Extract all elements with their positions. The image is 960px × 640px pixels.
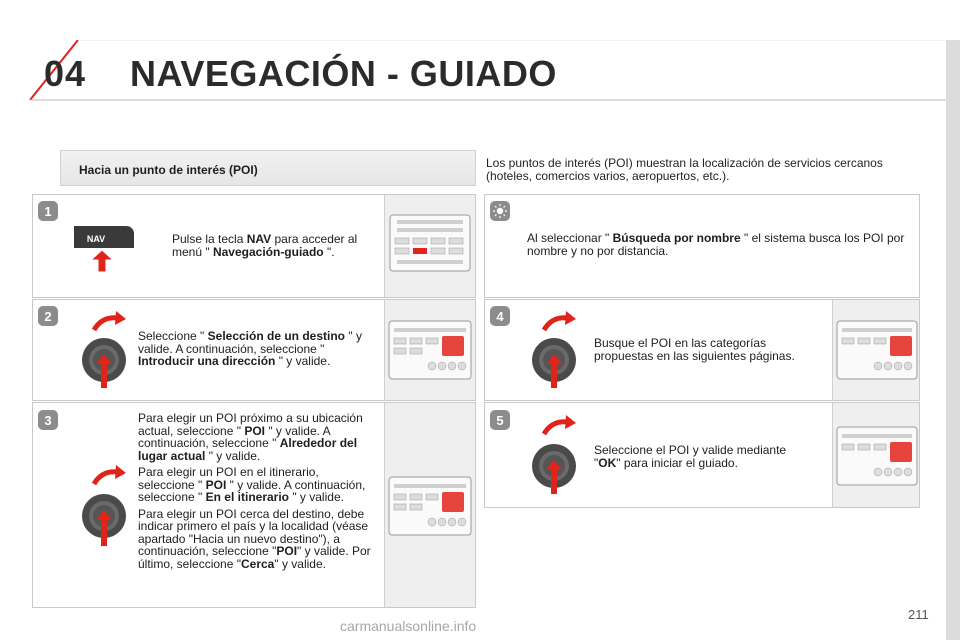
text-run: Para elegir un POI próximo a su ubicación actual, seleccione " [138,411,363,438]
step-1-number: 1 [44,204,52,219]
emphasis-text: Navegación-guiado [212,244,324,259]
text-run: " y valide. [289,490,344,504]
text-run: Para elegir un POI en el itinerario, seleccione " [138,465,319,492]
step-5-badge [490,410,510,430]
radio-unit-icon [836,320,918,380]
step-3-text [138,412,378,570]
text-run: para acceder al menú " [172,232,358,259]
instruction-paragraph [138,508,378,571]
step-4-text [594,337,814,362]
emphasis-text: POI [205,477,227,492]
lightbulb-tip-icon [490,201,510,221]
watermark: carmanualsonline.info [340,618,477,634]
knob-rotate-press-icon [76,310,146,388]
intro-description: Los puntos de interés (POI) muestran la localización de servicios cercanos (hoteles, comercios varios, aeropuertos, etc.). [486,156,883,183]
emphasis-text: NAV [246,232,272,246]
step-3-badge [38,410,58,430]
text-run: Para elegir un POI cerca del destino, debe indicar primero el país y la localidad (véase apartado "Hacia un nuevo destino"), a continuación, seleccione " [138,506,369,558]
knob-rotate-press-icon [76,462,146,548]
text-run: Seleccione " [138,329,208,343]
emphasis-text: POI [244,423,265,438]
page-title: NAVEGACIÓN - GUIADO [130,53,557,94]
text-run: " y valide. [275,354,331,368]
radio-unit-icon [388,320,472,380]
page-number: 211 [908,607,929,622]
emphasis-text: Cerca [240,556,275,571]
emphasis-text: Selección de un destino [207,329,346,343]
nav-button-label: NAV [86,234,106,244]
text-run: " el sistema busca los POI por nombre y no por distancia. [527,231,905,258]
text-run: " y valide. Por último, seleccione " [138,544,371,571]
text-run: " para iniciar el guiado. [616,455,738,470]
step-3-number: 3 [44,413,52,428]
emphasis-text: En el itinerario [205,490,289,504]
step-4-number: 4 [496,309,504,324]
tip-text [527,232,915,257]
section-heading: Hacia un punto de interés (POI) [79,163,258,177]
text-run: ". [323,244,335,259]
step-2-text [138,330,378,368]
emphasis-text: Alrededor del lugar actual [138,436,358,463]
radio-unit-icon [389,214,471,272]
step-2-badge [38,306,58,326]
step-1-text [172,233,372,258]
emphasis-text: Introducir una dirección [138,354,276,368]
emphasis-text: OK [598,455,617,470]
radio-unit-icon [388,476,472,536]
text-run: " y valide. [205,448,261,463]
text-run: " y valide. [274,556,326,571]
instruction-paragraph [138,412,378,462]
text-run: Pulse la tecla [172,232,247,246]
step-5-text [594,444,814,469]
emphasis-text: Búsqueda por nombre [612,231,741,245]
nav-button-icon [72,218,136,272]
emphasis-text: POI [276,544,298,558]
text-run: Busque el POI en las categorías propuestas en las siguientes páginas. [594,336,795,363]
instruction-paragraph [138,466,378,504]
step-5-number: 5 [496,413,504,428]
side-tab-bar [946,40,960,640]
text-run: " y valide. A continuación, seleccione " [138,329,362,356]
step-1-badge [38,201,58,221]
step-4-badge [490,306,510,326]
text-run: Al seleccionar " [527,231,613,245]
text-run: " y valide. A continuación, seleccione " [138,477,366,504]
knob-rotate-press-icon [526,414,596,494]
text-run: " y valide. A continuación, seleccione " [138,423,330,450]
text-run: Seleccione el POI y valide mediante " [594,443,787,470]
chapter-number: 04 [44,53,87,94]
step-2-number: 2 [44,309,52,324]
knob-rotate-press-icon [526,310,596,388]
radio-unit-icon [836,426,918,486]
